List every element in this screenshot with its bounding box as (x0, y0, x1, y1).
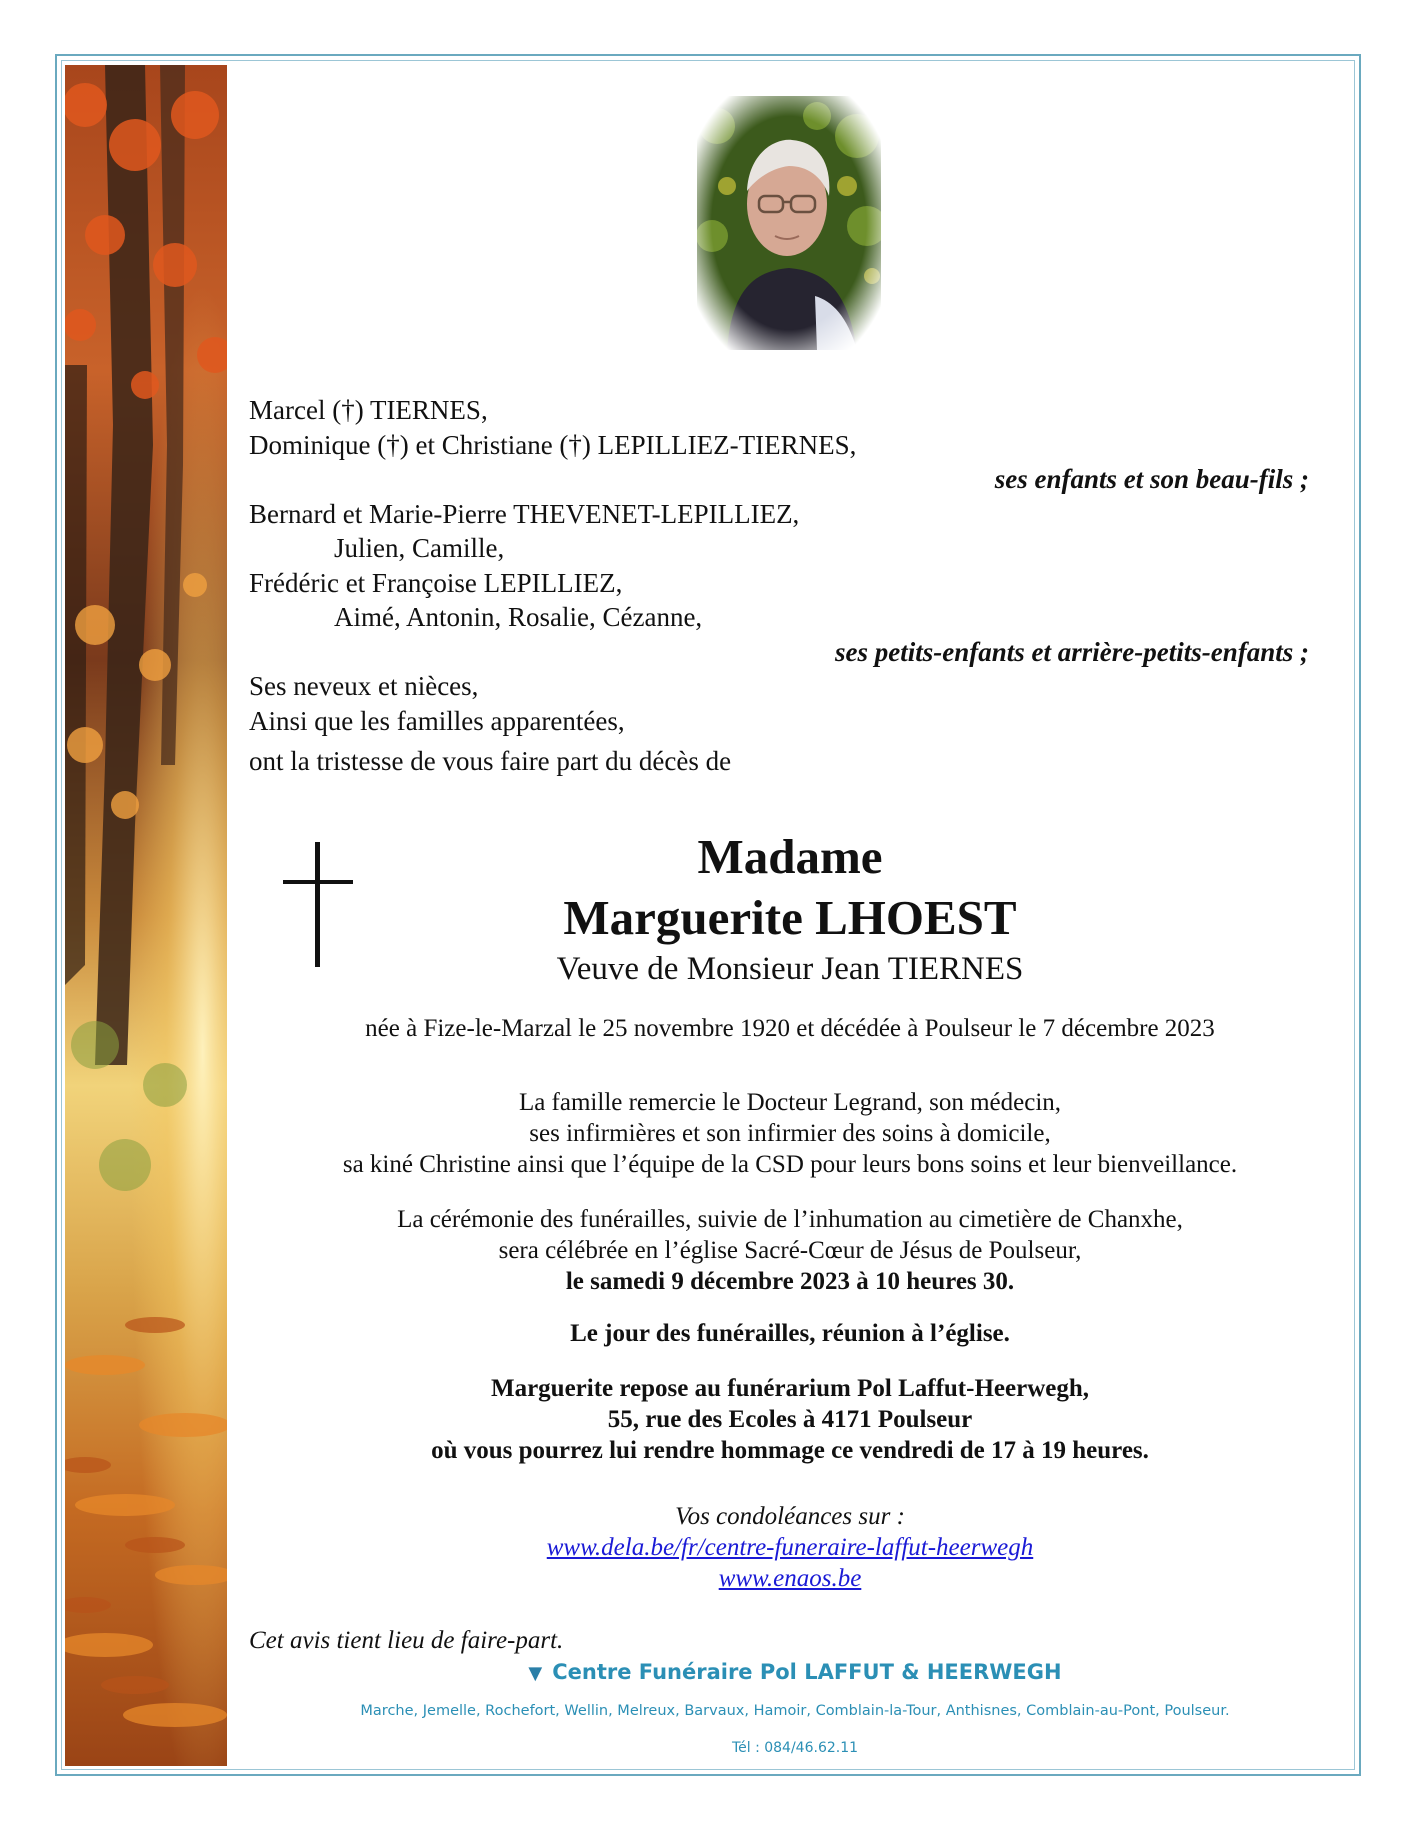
deceased-name: Marguerite LHOEST (563, 890, 1017, 945)
deceased-block (500, 827, 1080, 989)
family-role: ses petits-enfants et arrière-petits-enfants ; (835, 636, 1309, 667)
birth-death-line: née à Fize-le-Marzal le 25 novembre 1920 et décédée à Poulseur le 7 décembre 2023 (365, 1015, 1215, 1042)
footer-company (240, 1660, 1350, 1684)
thanks-block (250, 1087, 1330, 1180)
condolences-label: Vos condoléances sur : (675, 1503, 905, 1530)
family-list (249, 393, 1309, 779)
condolences-link-enaos[interactable]: www.enaos.be (718, 1565, 862, 1592)
family-line: Marcel (†) TIERNES, (249, 395, 488, 425)
condolences-block (250, 1501, 1330, 1594)
meeting-line: Le jour des funérailles, réunion à l’église. (570, 1320, 1010, 1347)
portrait-photo (697, 96, 881, 350)
thanks-line: ses infirmières et son infirmier des soins à domicile, (529, 1120, 1051, 1147)
triangle-down-icon: ▼ (528, 1663, 543, 1684)
rest-line: Marguerite repose au funérarium Pol Laffut-Heerwegh, (490, 1375, 1089, 1402)
family-role: ses enfants et son beau-fils ; (994, 464, 1309, 494)
family-line: Aimé, Antonin, Rosalie, Cézanne, (334, 602, 703, 632)
family-line: Ainsi que les familles apparentées, (249, 705, 625, 736)
ceremony-date: le samedi 9 décembre 2023 à 10 heures 30. (565, 1268, 1015, 1295)
deceased-title: Madame (697, 829, 883, 884)
rest-block (250, 1373, 1330, 1466)
family-line: Frédéric et Françoise LEPILLIEZ, (249, 567, 623, 598)
ceremony-line: sera célébrée en l’église Sacré-Cœur de Jésus de Poulseur, (498, 1237, 1082, 1264)
footer-company-name: Centre Funéraire Pol LAFFUT & HEERWEGH (552, 1660, 1062, 1684)
thanks-line: sa kiné Christine ainsi que l’équipe de la CSD pour leurs bons soins et leur bienveillance. (342, 1151, 1238, 1178)
condolences-link-dela[interactable]: www.dela.be/fr/centre-funeraire-laffut-heerwegh (546, 1534, 1034, 1561)
family-line: Julien, Camille, (334, 533, 505, 563)
cross-icon (283, 842, 353, 972)
autumn-forest-image (65, 65, 227, 1766)
thanks-line: La famille remercie le Docteur Legrand, son médecin, (518, 1089, 1062, 1116)
rest-line: où vous pourrez lui rendre hommage ce vendredi de 17 à 19 heures. (431, 1437, 1149, 1464)
ceremony-line: La cérémonie des funérailles, suivie de l’inhumation au cimetière de Chanxhe, (397, 1206, 1183, 1233)
ceremony-block (250, 1204, 1330, 1297)
family-line: Dominique (†) et Christiane (†) LEPILLIEZ-TIERNES, (249, 429, 857, 460)
family-line: Ses neveux et nièces, (249, 671, 479, 701)
footer-phone: Tél : 084/46.62.11 (731, 1740, 859, 1756)
faire-part-note: Cet avis tient lieu de faire-part. (249, 1627, 564, 1654)
family-line: ont la tristesse de vous faire part du décès de (249, 746, 732, 776)
rest-line: 55, rue des Ecoles à 4171 Poulseur (607, 1406, 973, 1433)
family-line: Bernard et Marie-Pierre THEVENET-LEPILLIEZ, (249, 498, 800, 529)
footer-towns: Marche, Jemelle, Rochefort, Wellin, Melreux, Barvaux, Hamoir, Comblain-la-Tour, Anthisnes, Comblain-au-Pont, Poulseur. (360, 1703, 1230, 1719)
deceased-widow-of: Veuve de Monsieur Jean TIERNES (556, 951, 1024, 987)
